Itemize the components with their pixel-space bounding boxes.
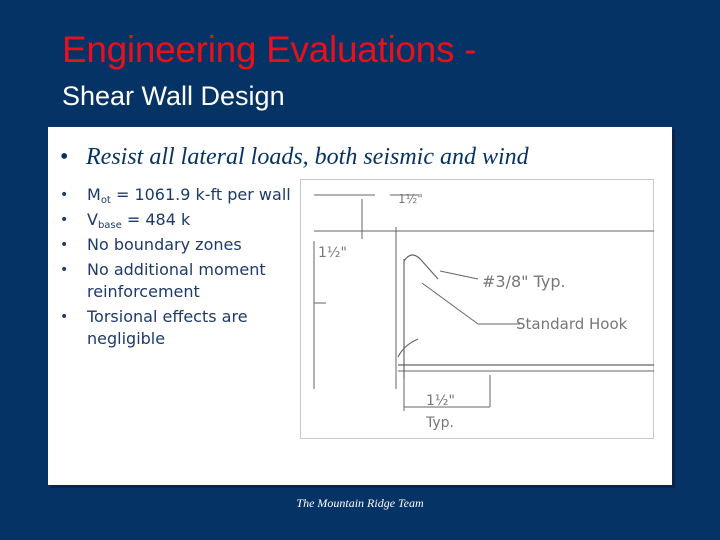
content-panel: [48, 127, 672, 485]
torsion-text: Torsional effects are negligible: [87, 307, 248, 348]
bullet-dot-icon: •: [60, 309, 69, 325]
vbase-text: = 484 k: [121, 210, 191, 229]
bullet-mot: [56, 184, 296, 206]
mot-text: = 1061.9 k-ft per wall: [110, 185, 291, 204]
slide-title: Engineering Evaluations -: [62, 29, 477, 70]
moment-text: No additional moment reinforcement: [87, 260, 266, 301]
bullet-vbase: [56, 209, 296, 231]
bullet-moment: [56, 259, 296, 303]
dim-bottom-label: 1½": [426, 393, 455, 409]
vbase-subscript: base: [97, 220, 122, 231]
main-bullet-text: Resist all lateral loads, both seismic and wind: [86, 144, 529, 170]
dim-bottom-sublabel: Typ.: [426, 415, 454, 431]
bullet-dot-icon: •: [60, 262, 69, 278]
bullet-dot-icon: •: [60, 187, 69, 203]
boundary-text: No boundary zones: [87, 235, 242, 254]
mot-subscript: ot: [100, 195, 111, 206]
bar-callout: #3/8" Typ.: [482, 272, 566, 291]
hook-callout: Standard Hook: [516, 315, 628, 333]
dim-top-label: 1½": [398, 192, 423, 206]
slide-subtitle: Shear Wall Design: [62, 81, 285, 111]
dim-left-label: 1½": [318, 245, 347, 261]
bullet-torsion: [56, 306, 296, 350]
drawing-frame: [301, 180, 654, 439]
vbase-symbol: V: [87, 210, 98, 229]
mot-symbol: M: [87, 185, 101, 204]
main-bullet: [60, 144, 529, 171]
footer-team-name: The Mountain Ridge Team: [296, 496, 424, 510]
bullet-dot-icon: •: [60, 237, 69, 253]
bullet-dot-icon: •: [60, 144, 69, 170]
bullet-dot-icon: •: [60, 212, 69, 228]
rebar-detail-drawing: [300, 179, 654, 439]
sub-bullet-list: [56, 184, 296, 353]
bullet-boundary: [56, 234, 296, 256]
